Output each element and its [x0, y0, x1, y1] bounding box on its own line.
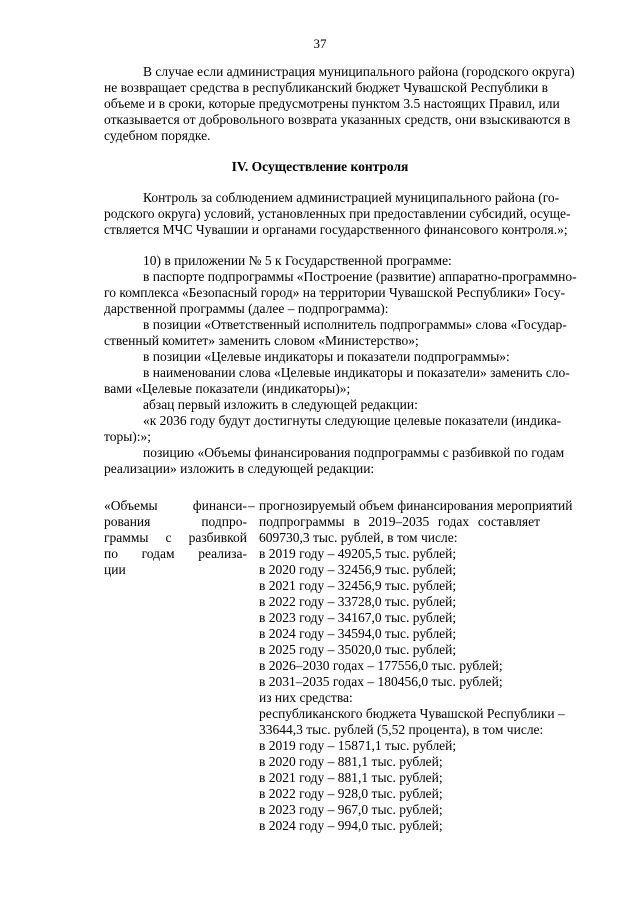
para2-line-1: Контроль за соблюдением администрацией муниципального района (го- — [143, 190, 560, 205]
para3-line-11: «к 2036 году будут достигнуты следующие целевые показатели (индика- — [143, 413, 562, 428]
para3-line-14: реализации» изложить в следующей редакции: — [104, 461, 375, 476]
table-dash: – — [248, 498, 255, 513]
table-right-line-2: подпрограммы в 2019–2035 годах составляет — [259, 514, 540, 529]
table-right-line-20: в 2023 году – 967,0 тыс. рублей; — [259, 802, 443, 817]
table-left-line-4: по годам реализа- — [104, 546, 247, 561]
para3-line-12: торы):»; — [104, 429, 152, 444]
para3-line-6: ственный комитет» заменить словом «Министерство»; — [104, 333, 419, 348]
table-right-line-10: в 2025 году – 35020,0 тыс. рублей; — [259, 642, 457, 657]
table-right-line-5: в 2020 году – 32456,9 тыс. рублей; — [259, 562, 457, 577]
table-right-line-17: в 2020 году – 881,1 тыс. рублей; — [259, 754, 443, 769]
table-right-line-7: в 2022 году – 33728,0 тыс. рублей; — [259, 594, 457, 609]
para3-line-4: дарственной программы (далее – подпрограмма): — [104, 301, 389, 316]
table-right-line-15: 33644,3 тыс. рублей (5,52 процента), в том числе: — [259, 722, 544, 737]
table-right-line-11: в 2026–2030 годах – 177556,0 тыс. рублей; — [259, 658, 503, 673]
para3-line-10: абзац первый изложить в следующей редакции: — [143, 397, 418, 412]
table-right-line-4: в 2019 году – 49205,5 тыс. рублей; — [259, 546, 457, 561]
table-right-line-6: в 2021 году – 32456,9 тыс. рублей; — [259, 578, 457, 593]
para3-line-2: в паспорте подпрограммы «Построение (развитие) аппаратно-программно- — [143, 269, 577, 284]
table-right-line-8: в 2023 году – 34167,0 тыс. рублей; — [259, 610, 457, 625]
para3-line-1: 10) в приложении № 5 к Государственной программе: — [143, 253, 452, 268]
table-right-line-14: республиканского бюджета Чувашской Республики – — [259, 706, 565, 721]
para3-line-9: вами «Целевые показатели (индикаторы)»; — [104, 381, 351, 396]
table-left-line-5: ции — [104, 562, 126, 577]
table-right-line-19: в 2022 году – 928,0 тыс. рублей; — [259, 786, 443, 801]
para3-line-7: в позиции «Целевые индикаторы и показатели подпрограммы»: — [143, 349, 510, 364]
para3-line-5: в позиции «Ответственный исполнитель подпрограммы» слова «Государ- — [143, 317, 567, 332]
table-right-line-13: из них средства: — [259, 690, 353, 705]
table-right-line-9: в 2024 году – 34594,0 тыс. рублей; — [259, 626, 457, 641]
table-left-line-1: «Объемы финанси- — [104, 498, 247, 513]
page-number: 37 — [313, 36, 327, 51]
para1-line-2: не возвращает средства в республиканский бюджет Чувашской Республики в — [104, 80, 549, 95]
table-right-line-21: в 2024 году – 994,0 тыс. рублей; — [259, 818, 443, 833]
table-right-line-1: прогнозируемый объем финансирования мероприятий — [259, 498, 573, 513]
para2-line-2: родского округа) условий, установленных при предоставлении субсидий, осуще- — [104, 206, 571, 221]
table-right-line-12: в 2031–2035 годах – 180456,0 тыс. рублей; — [259, 674, 503, 689]
para1-line-4: отказывается от добровольного возврата указанных средств, они взыскиваются в — [104, 112, 571, 127]
table-left-line-2: рования подпро- — [104, 514, 247, 529]
table-right-line-3: 609730,3 тыс. рублей, в том числе: — [259, 530, 458, 545]
para3-line-3: го комплекса «Безопасный город» на территории Чувашской Республики» Госу- — [104, 285, 565, 300]
section-title: IV. Осуществление контроля — [231, 159, 409, 174]
para2-line-3: ствляется МЧС Чувашии и органами государственного финансового контроля.»; — [104, 222, 568, 237]
table-right-line-18: в 2021 году – 881,1 тыс. рублей; — [259, 770, 443, 785]
para1-line-3: объеме и в сроки, которые предусмотрены пунктом 3.5 настоящих Правил, или — [104, 96, 560, 111]
para3-line-13: позицию «Объемы финансирования подпрограммы с разбивкой по годам — [143, 445, 565, 460]
para1-line-5: судебном порядке. — [104, 128, 211, 143]
para1-line-1: В случае если администрация муниципального района (городского округа) — [143, 64, 575, 79]
para3-line-8: в наименовании слова «Целевые индикаторы и показатели» заменить сло- — [143, 365, 570, 380]
table-right-line-16: в 2019 году – 15871,1 тыс. рублей; — [259, 738, 457, 753]
table-left-line-3: граммы с разбивкой — [104, 530, 247, 545]
